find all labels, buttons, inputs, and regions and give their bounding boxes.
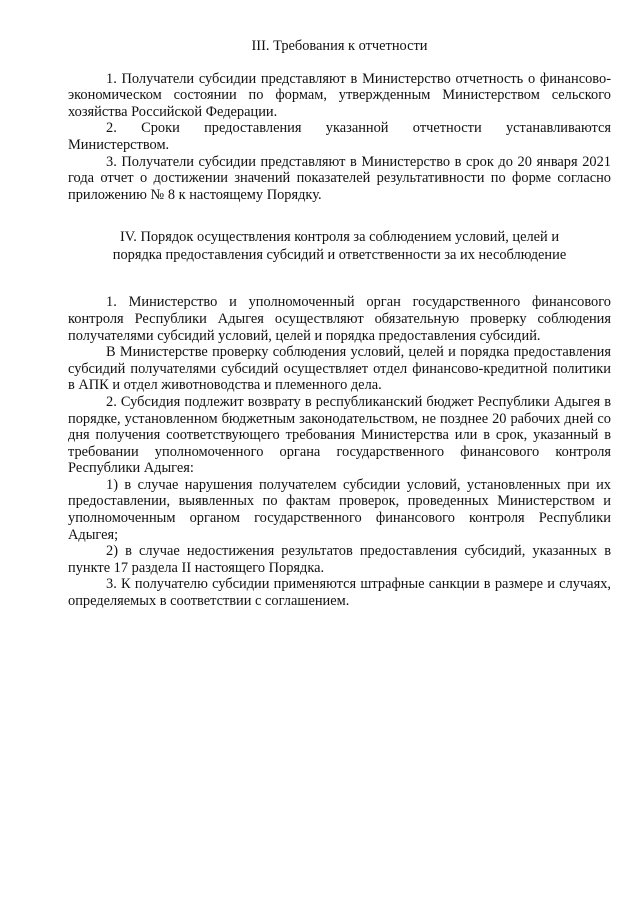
section-4-paragraph-2: В Министерстве проверку соблюдения условий, целей и порядка предоставления субсидий получателями субсидий осуществляет отдел финансово-кредитной политики в АПК и отдел животноводства и племенного дела. <box>68 344 611 394</box>
section-4-heading-line-1: IV. Порядок осуществления контроля за соблюдением условий, целей и <box>119 229 560 246</box>
section-4-paragraph-6: 3. К получателю субсидии применяются штрафные санкции в размере и случаях, определяемых в соответствии с соглашением. <box>68 576 611 610</box>
section-3-heading: III. Требования к отчетности <box>251 38 428 54</box>
section-3-paragraph-3: 3. Получатели субсидии представляют в Министерство в срок до 20 января 2021 года отчет о достижении значений показателей результативности по форме согласно приложению № 8 к настоящему Порядку. <box>68 153 611 203</box>
section-4-heading-line-2: порядка предоставления субсидий и ответственности за их несоблюдение <box>112 246 567 263</box>
section-4-paragraph-3: 2. Субсидия подлежит возврату в республиканский бюджет Республики Адыгея в порядке, установленном бюджетным законодательством, не позднее 20 рабочих дней со дня получения соответствующего требования Министерства или в срок, указанный в требовании уполномоченного органа государственного финансового контроля Республики Адыгея: <box>68 393 611 477</box>
section-3-paragraph-1: 1. Получатели субсидии представляют в Министерство отчетность о финансово-экономическом состоянии по формам, утвержденным Министерством сельского хозяйства Российской Федерации. <box>68 70 611 120</box>
spacer <box>68 276 611 294</box>
section-3-paragraph-2: 2. Сроки предоставления указанной отчетности устанавливаются Министерством. <box>68 120 611 153</box>
section-4-paragraph-4: 1) в случае нарушения получателем субсидии условий, установленных при их предоставлении, выявленных по фактам проверок, проведенных Министерством и уполномоченным органом государственного финансового контроля Республики Адыгея; <box>68 476 611 543</box>
document-content <box>68 38 611 610</box>
section-4-heading <box>68 229 611 264</box>
section-4-paragraph-1: 1. Министерство и уполномоченный орган государственного финансового контроля Республики Адыгея осуществляют обязательную проверку соблюдения получателями субсидий условий, целей и порядка предоставления субсидий. <box>68 294 611 344</box>
section-4-paragraph-5: 2) в случае недостижения результатов предоставления субсидий, указанных в пункте 17 раздела II настоящего Порядка. <box>68 543 611 576</box>
